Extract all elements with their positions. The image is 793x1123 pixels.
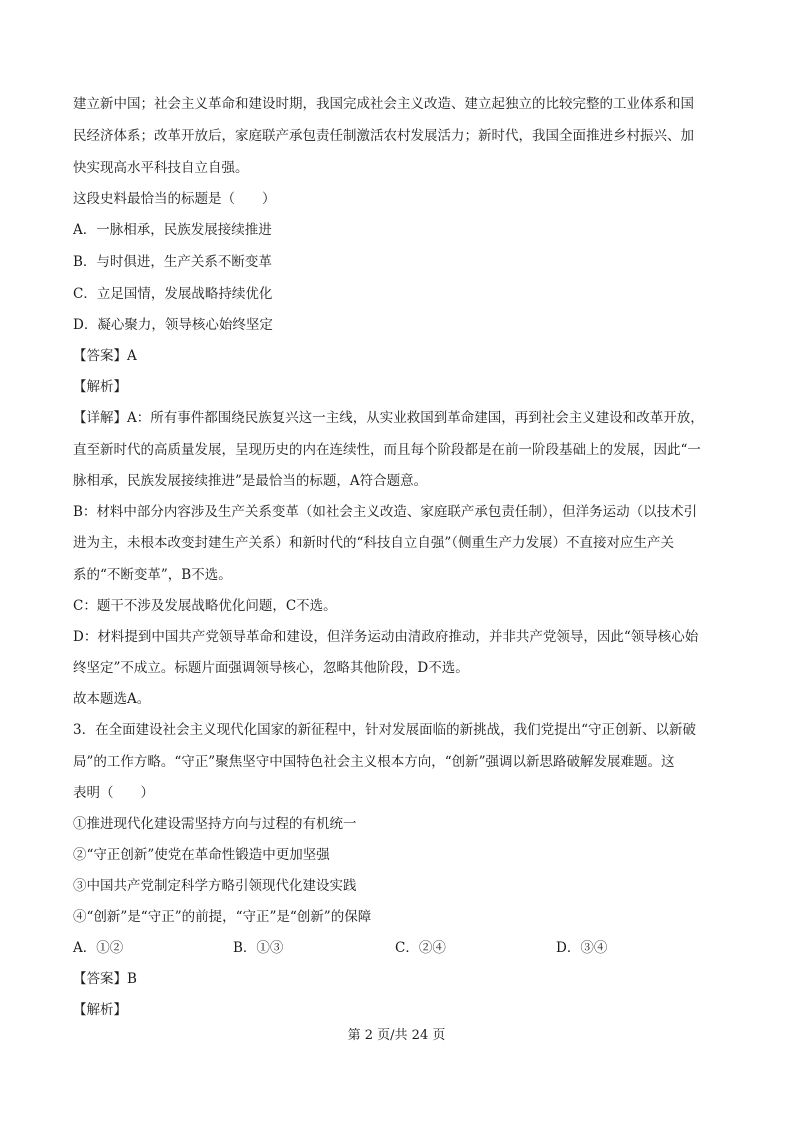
material-line: 快实现高水平科技自立自强。 — [73, 160, 249, 176]
option-c: C．立足国情，发展战略持续优化 — [73, 286, 273, 302]
option-d: D．凝心聚力，领导核心始终坚定 — [73, 317, 273, 333]
detail-line: 脉相承，民族发展接续推进”是最恰当的标题，A符合题意。 — [73, 473, 428, 489]
q3-stem-line: 局”的工作方略。“守正”聚焦坚守中国特色社会主义根本方向，“创新”强调以新思路破解发展难题。这 — [73, 754, 675, 770]
detail-line: C：题干不涉及发展战略优化问题，C不选。 — [73, 598, 337, 614]
q3-option-c: C．②④ — [395, 940, 446, 956]
analysis-label: 【解析】 — [73, 379, 127, 395]
material-line: 建立新中国；社会主义革命和建设时期，我国完成社会主义改造、建立起独立的比较完整的工业体系和国 — [73, 96, 694, 112]
q3-option-d: D．③④ — [556, 940, 608, 956]
question-stem: 这段史料最恰当的标题是（ ） — [73, 191, 276, 207]
detail-line: B：材料中部分内容涉及生产关系变革（如社会主义改造、家庭联产承包责任制），但洋务运动（以技术引 — [73, 504, 698, 520]
detail-line: 终坚定”不成立。标题片面强调领导核心，忽略其他阶段，D不选。 — [73, 660, 469, 676]
detail-line: 进为主，未根本改变封建生产关系）和新时代的“科技自立自强”（侧重生产力发展）不直接对应生产关 — [73, 535, 675, 551]
q3-option-a: A．①② — [73, 940, 124, 956]
statement-4: ④“创新”是“守正”的前提，“守正”是“创新”的保障 — [73, 909, 372, 925]
statement-1: ①推进现代化建设需坚持方向与过程的有机统一 — [73, 816, 357, 832]
detail-line: 【详解】A：所有事件都围绕民族复兴这一主线，从实业救国到革命建国，再到社会主义建设和改革开放， — [73, 410, 704, 426]
q3-analysis-label: 【解析】 — [73, 1002, 127, 1018]
statement-3: ③中国共产党制定科学方略引领现代化建设实践 — [73, 878, 357, 894]
detail-line: 系的“不断变革”，B不选。 — [73, 567, 232, 583]
conclusion-line: 故本题选A。 — [73, 691, 151, 707]
detail-line: D：材料提到中国共产党领导革命和建设，但洋务运动由清政府推动，并非共产党领导，因此“领导核心始 — [73, 629, 699, 645]
option-b: B．与时俱进，生产关系不断变革 — [73, 254, 272, 270]
q3-answer-label: 【答案】B — [73, 971, 137, 987]
q3-stem-line: 3．在全面建设社会主义现代化国家的新征程中，针对发展面临的新挑战，我们党提出“守正创新、以新破 — [73, 722, 696, 738]
q3-stem-line: 表明（ ） — [73, 785, 154, 801]
statement-2: ②“守正创新”使党在革命性锻造中更加坚强 — [73, 847, 330, 863]
q3-options — [73, 939, 733, 957]
page-footer: 第 2 页/共 24 页 — [347, 1028, 446, 1043]
detail-line: 直至新时代的高质量发展，呈现历史的内在连续性，而且每个阶段都是在前一阶段基础上的发展，因此“一 — [73, 442, 701, 458]
q3-option-b: B．①③ — [233, 940, 284, 956]
option-a: A．一脉相承，民族发展接续推进 — [73, 222, 272, 238]
material-line: 民经济体系；改革开放后，家庭联产承包责任制激活农村发展活力；新时代，我国全面推进乡村振兴、加 — [73, 128, 694, 144]
answer-label: 【答案】A — [73, 348, 137, 364]
